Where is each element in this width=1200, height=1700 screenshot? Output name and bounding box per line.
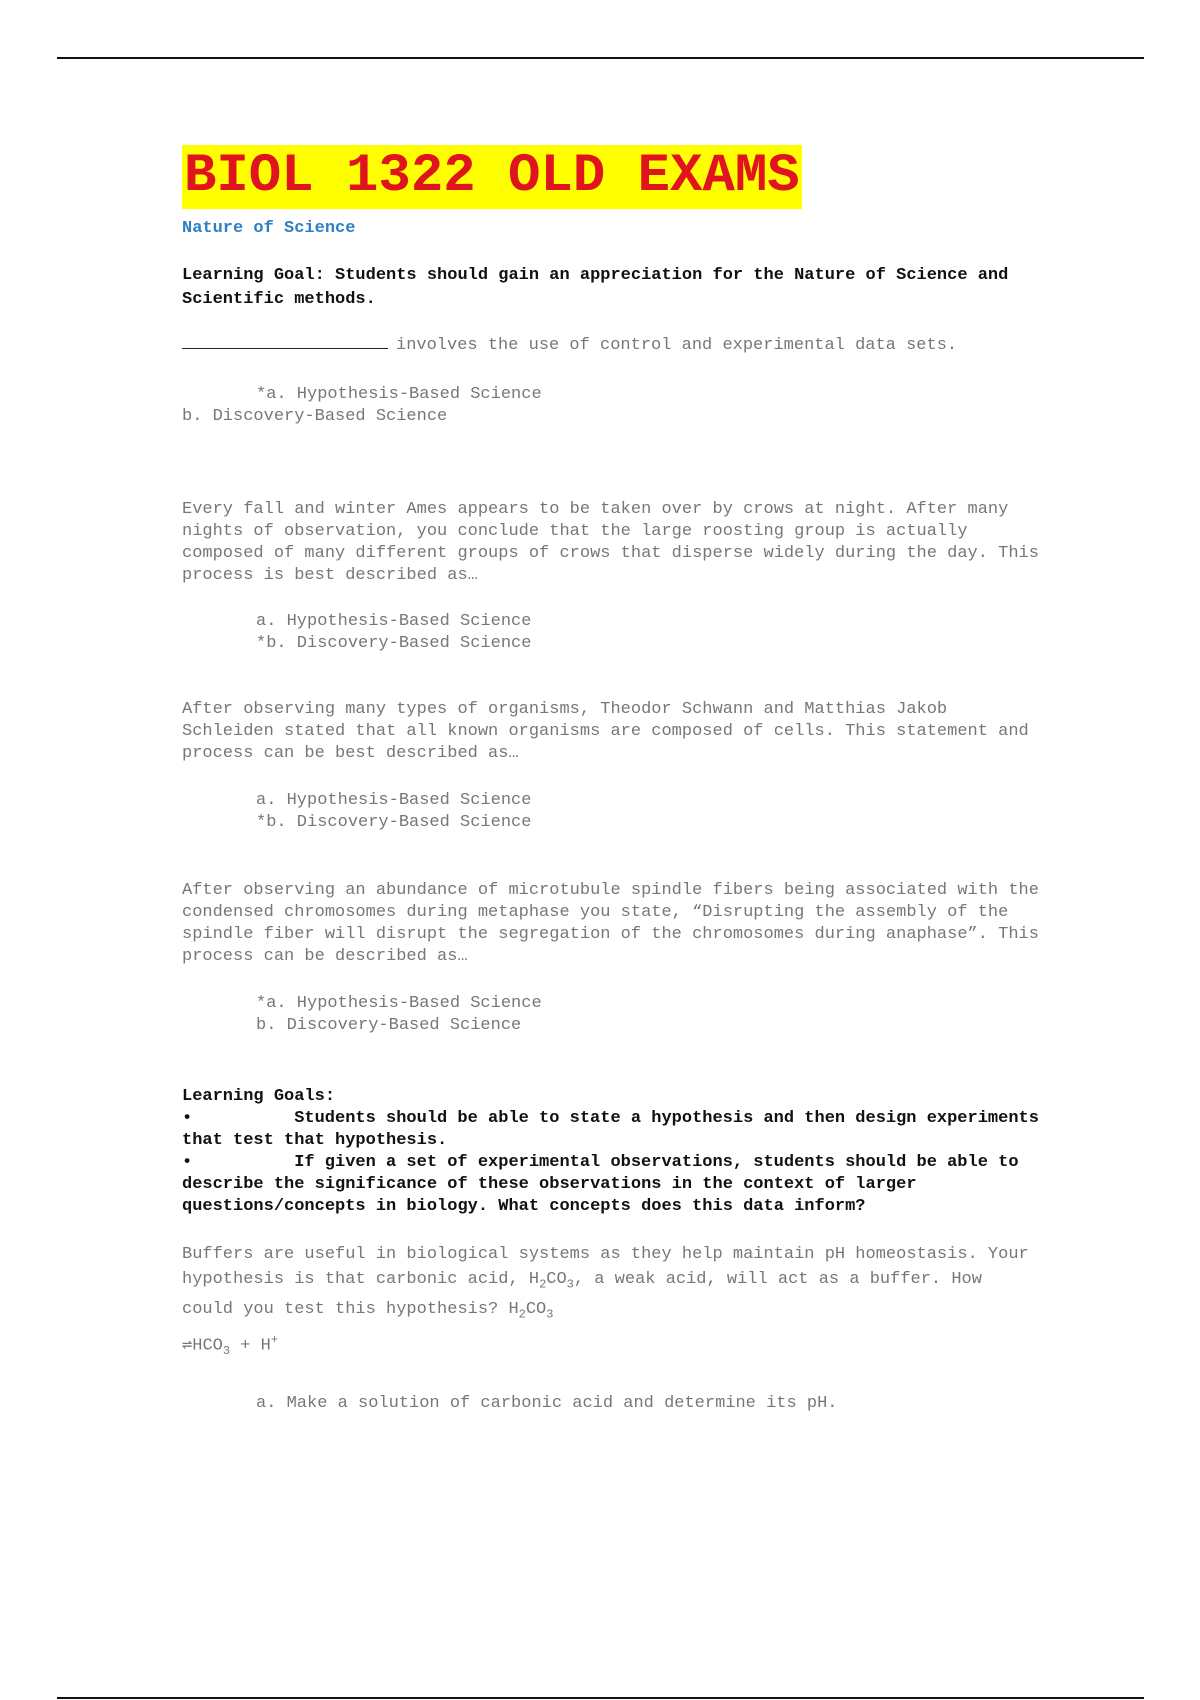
- option: *b. Discovery-Based Science: [256, 813, 532, 832]
- option: *b. Discovery-Based Science: [256, 634, 532, 653]
- learning-goal-item: • Students should be able to state a hypothesis and then design experiments that test that hypothesis.: [182, 1109, 1039, 1150]
- top-rule: [57, 57, 1144, 59]
- option: *a. Hypothesis-Based Science: [256, 994, 542, 1013]
- option: b. Discovery-Based Science: [256, 1016, 522, 1035]
- learning-goals-heading: Learning Goals:: [182, 1087, 336, 1106]
- question-2: Every fall and winter Ames appears to be taken over by crows at night. After many nights of observation, you conclude that the large roosting group is actually composed of many different groups of crows that disperse widely during the day. This process is best described as…: [182, 500, 1039, 585]
- question-1: [182, 334, 1042, 357]
- answer-blank: [182, 334, 388, 349]
- bullet-icon: •: [182, 1153, 193, 1172]
- question-1-text: involves the use of control and experimental data sets.: [396, 336, 958, 355]
- section-heading: Nature of Science: [182, 219, 356, 238]
- learning-goal-item: • If given a set of experimental observations, students should be able to describe the significance of these observations in the context of larger questions/concepts in biology. What concepts does this data inform?: [182, 1153, 1019, 1216]
- question-5: Buffers are useful in biological systems as they help maintain pH homeostasis. Your hypothesis is that carbonic acid, $H_2CO_3$, a weak acid, will act as a buffer. How could you test this hypothesis? $H_2CO_3$ $\rightleftharpoons HCO_3 + H^+$: [182, 1245, 1029, 1358]
- option: b. Discovery-Based Science: [182, 407, 448, 426]
- page-title: BIOL 1322 OLD EXAMS: [184, 146, 800, 207]
- bottom-rule: [57, 1697, 1144, 1699]
- option: *a. Hypothesis-Based Science: [256, 385, 542, 404]
- option: a. Hypothesis-Based Science: [256, 791, 532, 810]
- question-3: After observing many types of organisms, Theodor Schwann and Matthias Jakob Schleiden stated that all known organisms are composed of cells. This statement and process can be best described as…: [182, 700, 1029, 763]
- question-5-options: [182, 1393, 1042, 1415]
- question-1-options: [182, 384, 1042, 428]
- question-3-options: [182, 790, 1042, 834]
- option: a. Hypothesis-Based Science: [256, 612, 532, 631]
- option: a. Make a solution of carbonic acid and determine its pH.: [256, 1393, 838, 1413]
- bullet-icon: •: [182, 1109, 193, 1128]
- learning-goals: [182, 1086, 1042, 1218]
- question-4: After observing an abundance of microtubule spindle fibers being associated with the condensed chromosomes during metaphase you state, “Disrupting the assembly of the spindle fiber will disrupt the segregation of the chromosomes during anaphase”. This process can be described as…: [182, 881, 1039, 966]
- question-2-options: [182, 611, 1042, 655]
- document-body: [182, 145, 1042, 1415]
- question-4-options: [182, 993, 1042, 1037]
- equilibrium-arrow-icon: ⇌: [182, 1336, 193, 1356]
- learning-goal: Learning Goal: Students should gain an appreciation for the Nature of Science and Scientific methods.: [182, 266, 1009, 309]
